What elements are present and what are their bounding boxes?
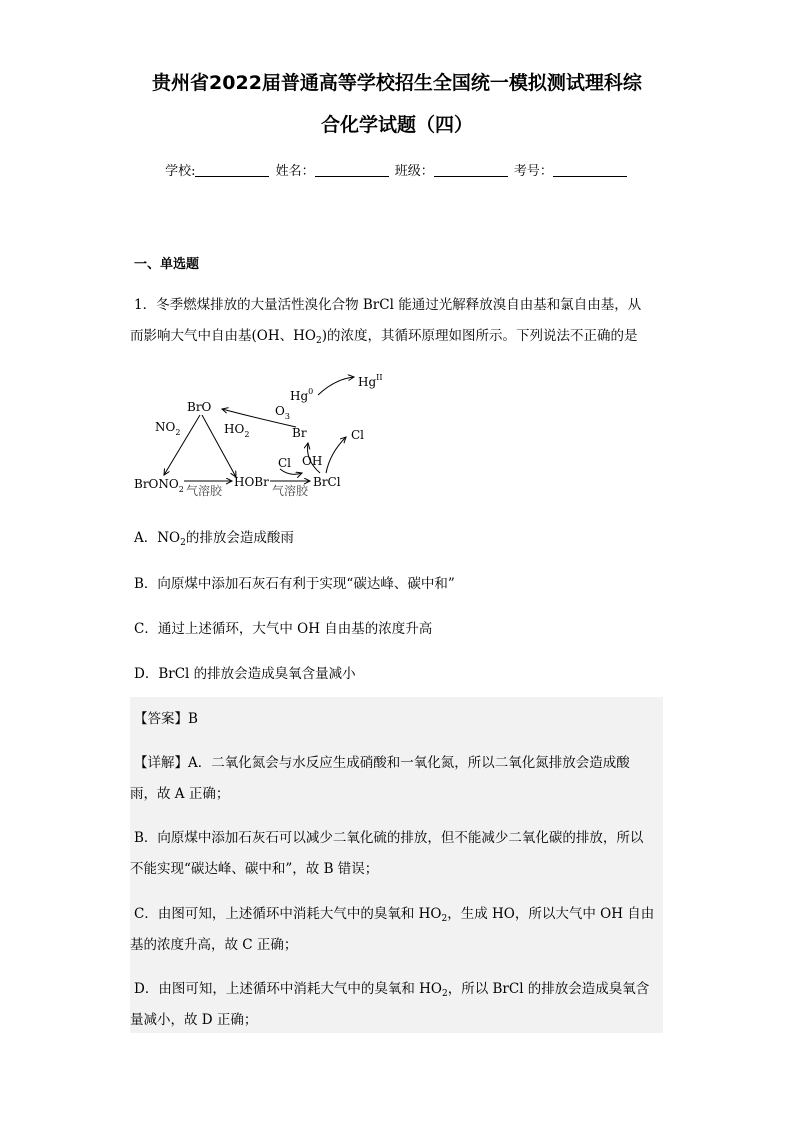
- title-line-2: 合化学试题（四）: [320, 114, 473, 136]
- question-line-2: [130, 324, 660, 344]
- answer-label: 【答案】B: [134, 711, 198, 727]
- hg2-label: $Hg^{II}$: [358, 373, 383, 389]
- detail-d-text-a: D．由图可知，上述循环中消耗大气中的臭氧和 HO: [134, 981, 442, 997]
- detail-a-line-1: 【详解】A．二氧化氮会与水反应生成硝酸和一氧化氮，所以二氧化氮排放会造成酸: [134, 755, 630, 771]
- name-label: 姓名：: [275, 164, 315, 179]
- detail-b-line-1: B．向原煤中添加石灰石可以减少二氧化硫的排放，但不能减少二氧化碳的排放，所以: [134, 830, 644, 846]
- number-blank[interactable]: [553, 164, 627, 177]
- detail-c-line-1: [134, 902, 664, 922]
- name-blank[interactable]: [315, 164, 389, 177]
- detail-d-line-2: 量减小，故 D 正确；: [130, 1012, 258, 1028]
- option-d[interactable]: D．BrCl 的排放会造成臭氧含量减小: [134, 666, 356, 682]
- detail-d-sub: 2: [441, 989, 448, 999]
- detail-d-line-1: [134, 977, 664, 997]
- question-text-2a: 而影响大气中自由基(OH、HO: [130, 328, 316, 344]
- aerosol-label-2: 气溶胶: [272, 484, 309, 498]
- detail-a-line-2: 雨，故 A 正确；: [130, 786, 230, 802]
- school-blank[interactable]: [195, 164, 269, 177]
- cl-top-label: Cl: [351, 428, 365, 442]
- student-info-row: [0, 160, 794, 179]
- detail-d-text-b: ，所以 BrCl 的排放会造成臭氧含: [447, 981, 650, 997]
- question-number: 1．: [134, 297, 157, 313]
- detail-b-line-2: 不能实现“碳达峰、碳中和”，故 B 错误；: [130, 861, 379, 877]
- class-label: 班级：: [394, 164, 434, 179]
- hg-oxidation-arrow: [318, 377, 354, 395]
- br-label: Br: [292, 426, 307, 440]
- cl-mid-label: Cl: [278, 456, 292, 470]
- option-a-pre: A．NO: [134, 530, 181, 546]
- option-a-sub: 2: [180, 538, 186, 548]
- number-label: 考号：: [513, 164, 553, 179]
- question-line-1: [134, 293, 664, 313]
- detail-c-line-2: 基的浓度升高，故 C 正确；: [130, 937, 298, 953]
- bromine-cycle-diagram: [130, 365, 390, 505]
- brono2-label: BrONO$_2$: [134, 477, 184, 494]
- option-c[interactable]: C．通过上述循环，大气中 OH 自由基的浓度升高: [134, 621, 433, 637]
- hobr-label: HOBr: [234, 475, 269, 489]
- bro-label: BrO: [187, 400, 212, 414]
- brcl-label: BrCl: [313, 475, 341, 489]
- oh-label: OH: [302, 454, 323, 468]
- option-a[interactable]: [134, 526, 664, 546]
- option-a-post: 的排放会造成酸雨: [185, 530, 294, 546]
- brcl-to-cl-arrow: [326, 437, 346, 473]
- o3-label: $O_3$: [275, 404, 290, 421]
- hg0-label: Hg$^0$: [290, 387, 314, 403]
- title-line-1: 贵州省2022届普通高等学校招生全国统一模拟测试理科综: [152, 72, 642, 94]
- detail-c-text-a: C．由图可知，上述循环中消耗大气中的臭氧和 HO: [134, 906, 442, 922]
- question-text-1: 冬季燃煤排放的大量活性溴化合物 BrCl 能通过光解释放溴自由基和氯自由基，从: [156, 297, 642, 313]
- detail-c-text-b: ，生成 HO，所以大气中 OH 自由: [447, 906, 655, 922]
- no2-label: $NO_2$: [155, 420, 181, 437]
- question-sub: 2: [315, 336, 322, 346]
- ho2-label: $HO_2$: [224, 422, 250, 439]
- section-title: 一、单选题: [134, 257, 200, 272]
- question-text-2b: )的浓度，其循环原理如图所示。下列说法不正确的是: [321, 328, 638, 344]
- school-label: 学校:: [165, 164, 196, 179]
- aerosol-label-1: 气溶胶: [186, 484, 223, 498]
- class-blank[interactable]: [434, 164, 508, 177]
- detail-c-sub: 2: [441, 914, 448, 924]
- option-b[interactable]: B．向原煤中添加石灰石有利于实现“碳达峰、碳中和”: [134, 576, 455, 592]
